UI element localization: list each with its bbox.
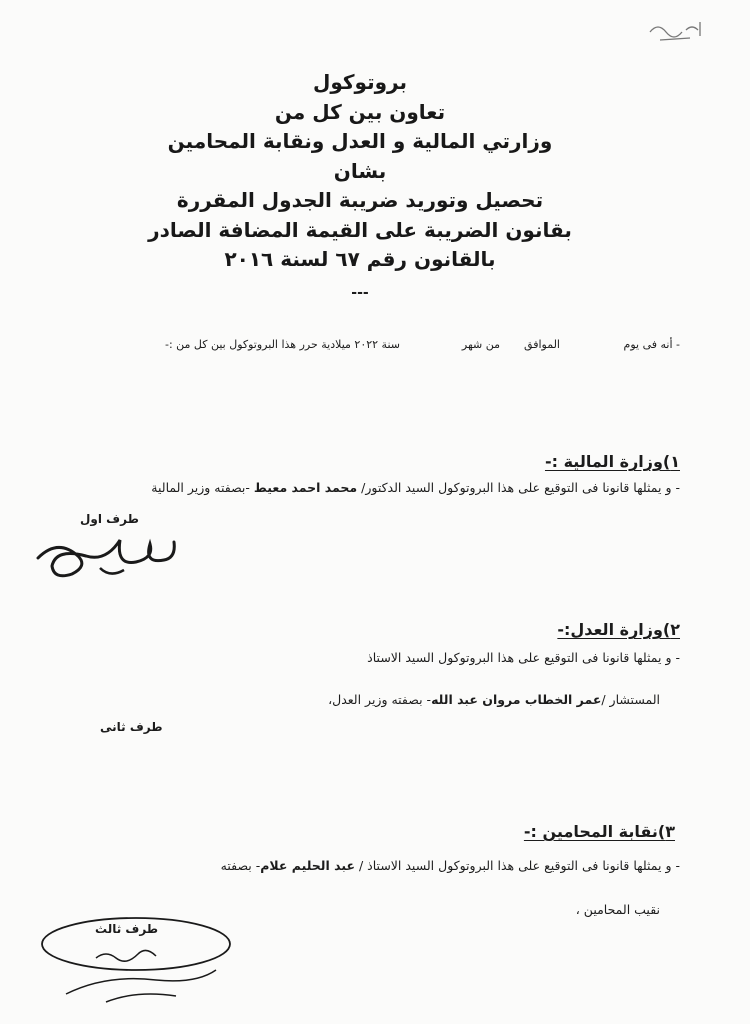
section-2-line-2 [328,692,660,707]
party-3-label: طرف ثالث [95,922,159,936]
title-line-1: بروتوكول [313,70,407,94]
intro-part-year: سنة ٢٠٢٢ ميلادية حرر هذا البروتوكول بين كل من :- [164,338,400,351]
intro-part-month: من شهر [461,338,500,351]
section-1-text-pre: - و يمثلها قانونا فى التوقيع على هذا البروتوكول السيد الدكتور/ [357,480,680,495]
intro-part-day: - أنه فى يوم [623,338,680,351]
signature-party-3 [36,910,246,1010]
section-3-title: ٣)نقابة المحامين :- [523,822,675,841]
section-1-line-1 [151,480,680,495]
party-1-label: طرف اول [80,512,139,526]
section-2-text-post: - بصفته وزير العدل، [328,692,432,707]
title-line-4: بشان [333,158,387,183]
section-3-line-2: نقيب المحامين ، [575,902,660,917]
signature-party-1 [30,528,190,588]
section-1-title: ١)وزارة المالية :- [544,452,680,471]
section-2-text-pre: المستشار / [601,692,660,707]
corner-annotation-mark [640,12,720,48]
title-line-2: تعاون بين كل من [274,99,446,124]
section-1-text-post: -بصفته وزير المالية [151,480,254,495]
title-line-6: بقانون الضريبة على القيمة المضافة الصادر [148,217,572,242]
title-line-3: وزارتي المالية و العدل ونقابة المحامين [167,129,553,153]
section-3-representative: عبد الحليم علام [260,858,356,873]
section-3-text-post: - بصفته [220,858,261,873]
section-2-line-1: - و يمثلها قانونا فى التوقيع على هذا البروتوكول السيد الاستاذ [367,650,680,665]
title-line-7: بالقانون رقم ٦٧ لسنة ٢٠١٦ [224,247,496,271]
section-2-representative: عمر الخطاب مروان عبد الله [431,692,602,707]
title-line-5: تحصيل وتوريد ضريبة الجدول المقررة [176,188,544,212]
section-2-title: ٢)وزارة العدل:- [557,620,680,639]
title-separator: --- [351,284,369,301]
section-3-text-pre: - و يمثلها قانونا فى التوقيع على هذا البروتوكول السيد الاستاذ / [355,858,680,873]
party-2-label: طرف ثانى [100,720,163,734]
document-title-block [60,68,660,303]
section-3-line-1 [221,858,680,873]
intro-line [80,338,680,360]
intro-part-corresponding: الموافق [524,338,560,351]
section-1-representative: محمد احمد معيط [253,480,358,495]
